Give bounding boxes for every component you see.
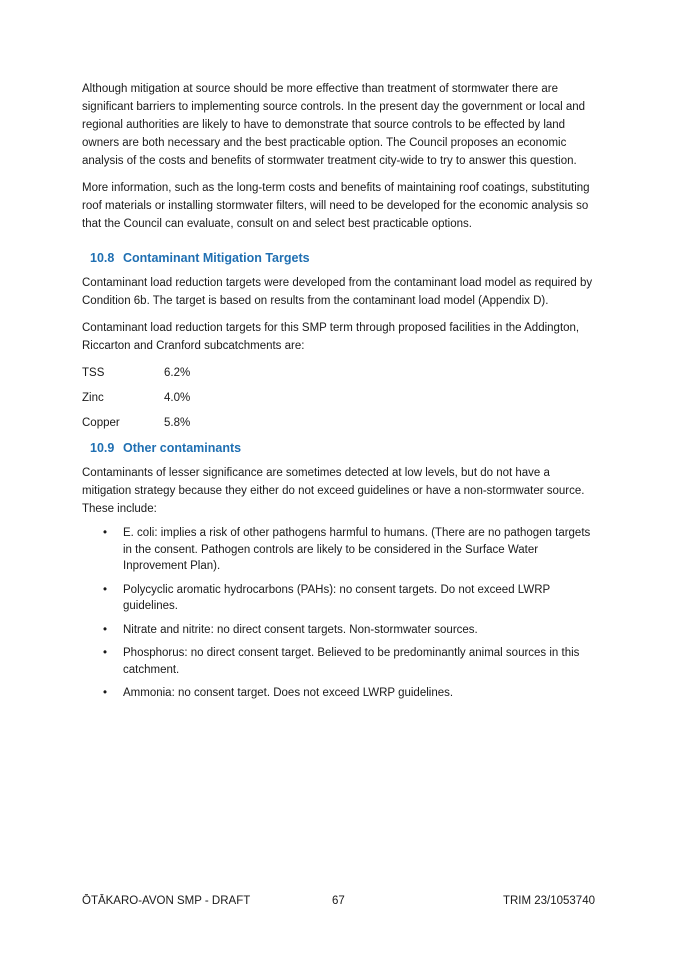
section-10-8-heading	[90, 249, 597, 267]
section-10-9-heading	[90, 439, 597, 457]
target-row-tss	[82, 364, 597, 382]
other-contaminants-list	[82, 525, 597, 702]
bullet-icon: •	[103, 687, 108, 699]
footer-page-number: 67	[332, 895, 345, 907]
section-10-8-paragraph-2: Contaminant load reduction targets for this SMP term through proposed facilities in the Addington, Riccarton and Cranford subcatchments are:	[82, 322, 580, 352]
section-10-9-title: Other contaminants	[123, 441, 242, 455]
bullet-icon: •	[103, 527, 108, 539]
section-10-8-paragraph-1: Contaminant load reduction targets were developed from the contaminant load model as required by Condition 6b. The target is based on results from the contaminant load model (Appendix D).	[82, 277, 593, 307]
list-item-text: Polycyclic aromatic hydrocarbons (PAHs): no consent targets. Do not exceed LWRP guidelines.	[123, 583, 550, 612]
target-value: 4.0%	[164, 392, 191, 404]
page-footer	[82, 893, 597, 909]
intro-paragraph-2: More information, such as the long-term costs and benefits of maintaining roof coatings, substituting roof materials or installing stormwater filters, will need to be developed for the economic analysis so that the Council can evaluate, consult on and select best practicable options.	[82, 182, 590, 230]
list-item	[82, 685, 597, 702]
target-row-zinc	[82, 389, 597, 407]
page-content	[82, 80, 597, 709]
target-name: Copper	[82, 417, 120, 429]
intro-paragraph-1: Although mitigation at source should be more effective than treatment of stormwater there are significant barriers to implementing source controls. In the present day the government or local and regional authorities are likely to have to demonstrate that source controls to be effected by land owners are both necessary and the best practicable option. The Council proposes an economic analysis of the costs and benefits of stormwater treatment city-wide to try to answer this question.	[82, 83, 586, 167]
list-item	[82, 525, 597, 575]
target-value: 6.2%	[164, 367, 191, 379]
reduction-targets-list	[82, 364, 597, 432]
bullet-icon: •	[103, 583, 108, 596]
footer-trim-reference: TRIM 23/1053740	[502, 895, 595, 907]
list-item-text: Phosphorus: no direct consent target. Believed to be predominantly animal sources in this catchment.	[123, 647, 580, 676]
bullet-icon: •	[103, 623, 108, 636]
target-value: 5.8%	[164, 417, 191, 429]
target-name: TSS	[82, 367, 105, 379]
list-item-text: E. coli: implies a risk of other pathogens harmful to humans. (There are no pathogen targets in the consent. Pathogen controls are likely to be considered in the Surface Water Inprovement Plan).	[123, 527, 591, 572]
target-row-copper	[82, 414, 597, 432]
target-name: Zinc	[82, 392, 104, 404]
section-10-8-title: Contaminant Mitigation Targets	[123, 251, 310, 265]
section-10-9-number: 10.9	[90, 441, 115, 455]
list-item-text: Nitrate and nitrite: no direct consent targets. Non-stormwater sources.	[123, 623, 478, 636]
list-item	[82, 622, 597, 639]
list-item-text: Ammonia: no consent target. Does not exceed LWRP guidelines.	[123, 687, 454, 699]
section-10-8-number: 10.8	[90, 251, 115, 265]
bullet-icon: •	[103, 647, 108, 659]
footer-document-title: ŌTĀKARO-AVON SMP - DRAFT	[82, 895, 251, 907]
section-10-9-intro: Contaminants of lesser significance are sometimes detected at low levels, but do not have a mitigation strategy because they either do not exceed guidelines or have a non-stormwater source. These include:	[82, 467, 585, 515]
list-item	[82, 582, 597, 615]
list-item	[82, 645, 597, 678]
